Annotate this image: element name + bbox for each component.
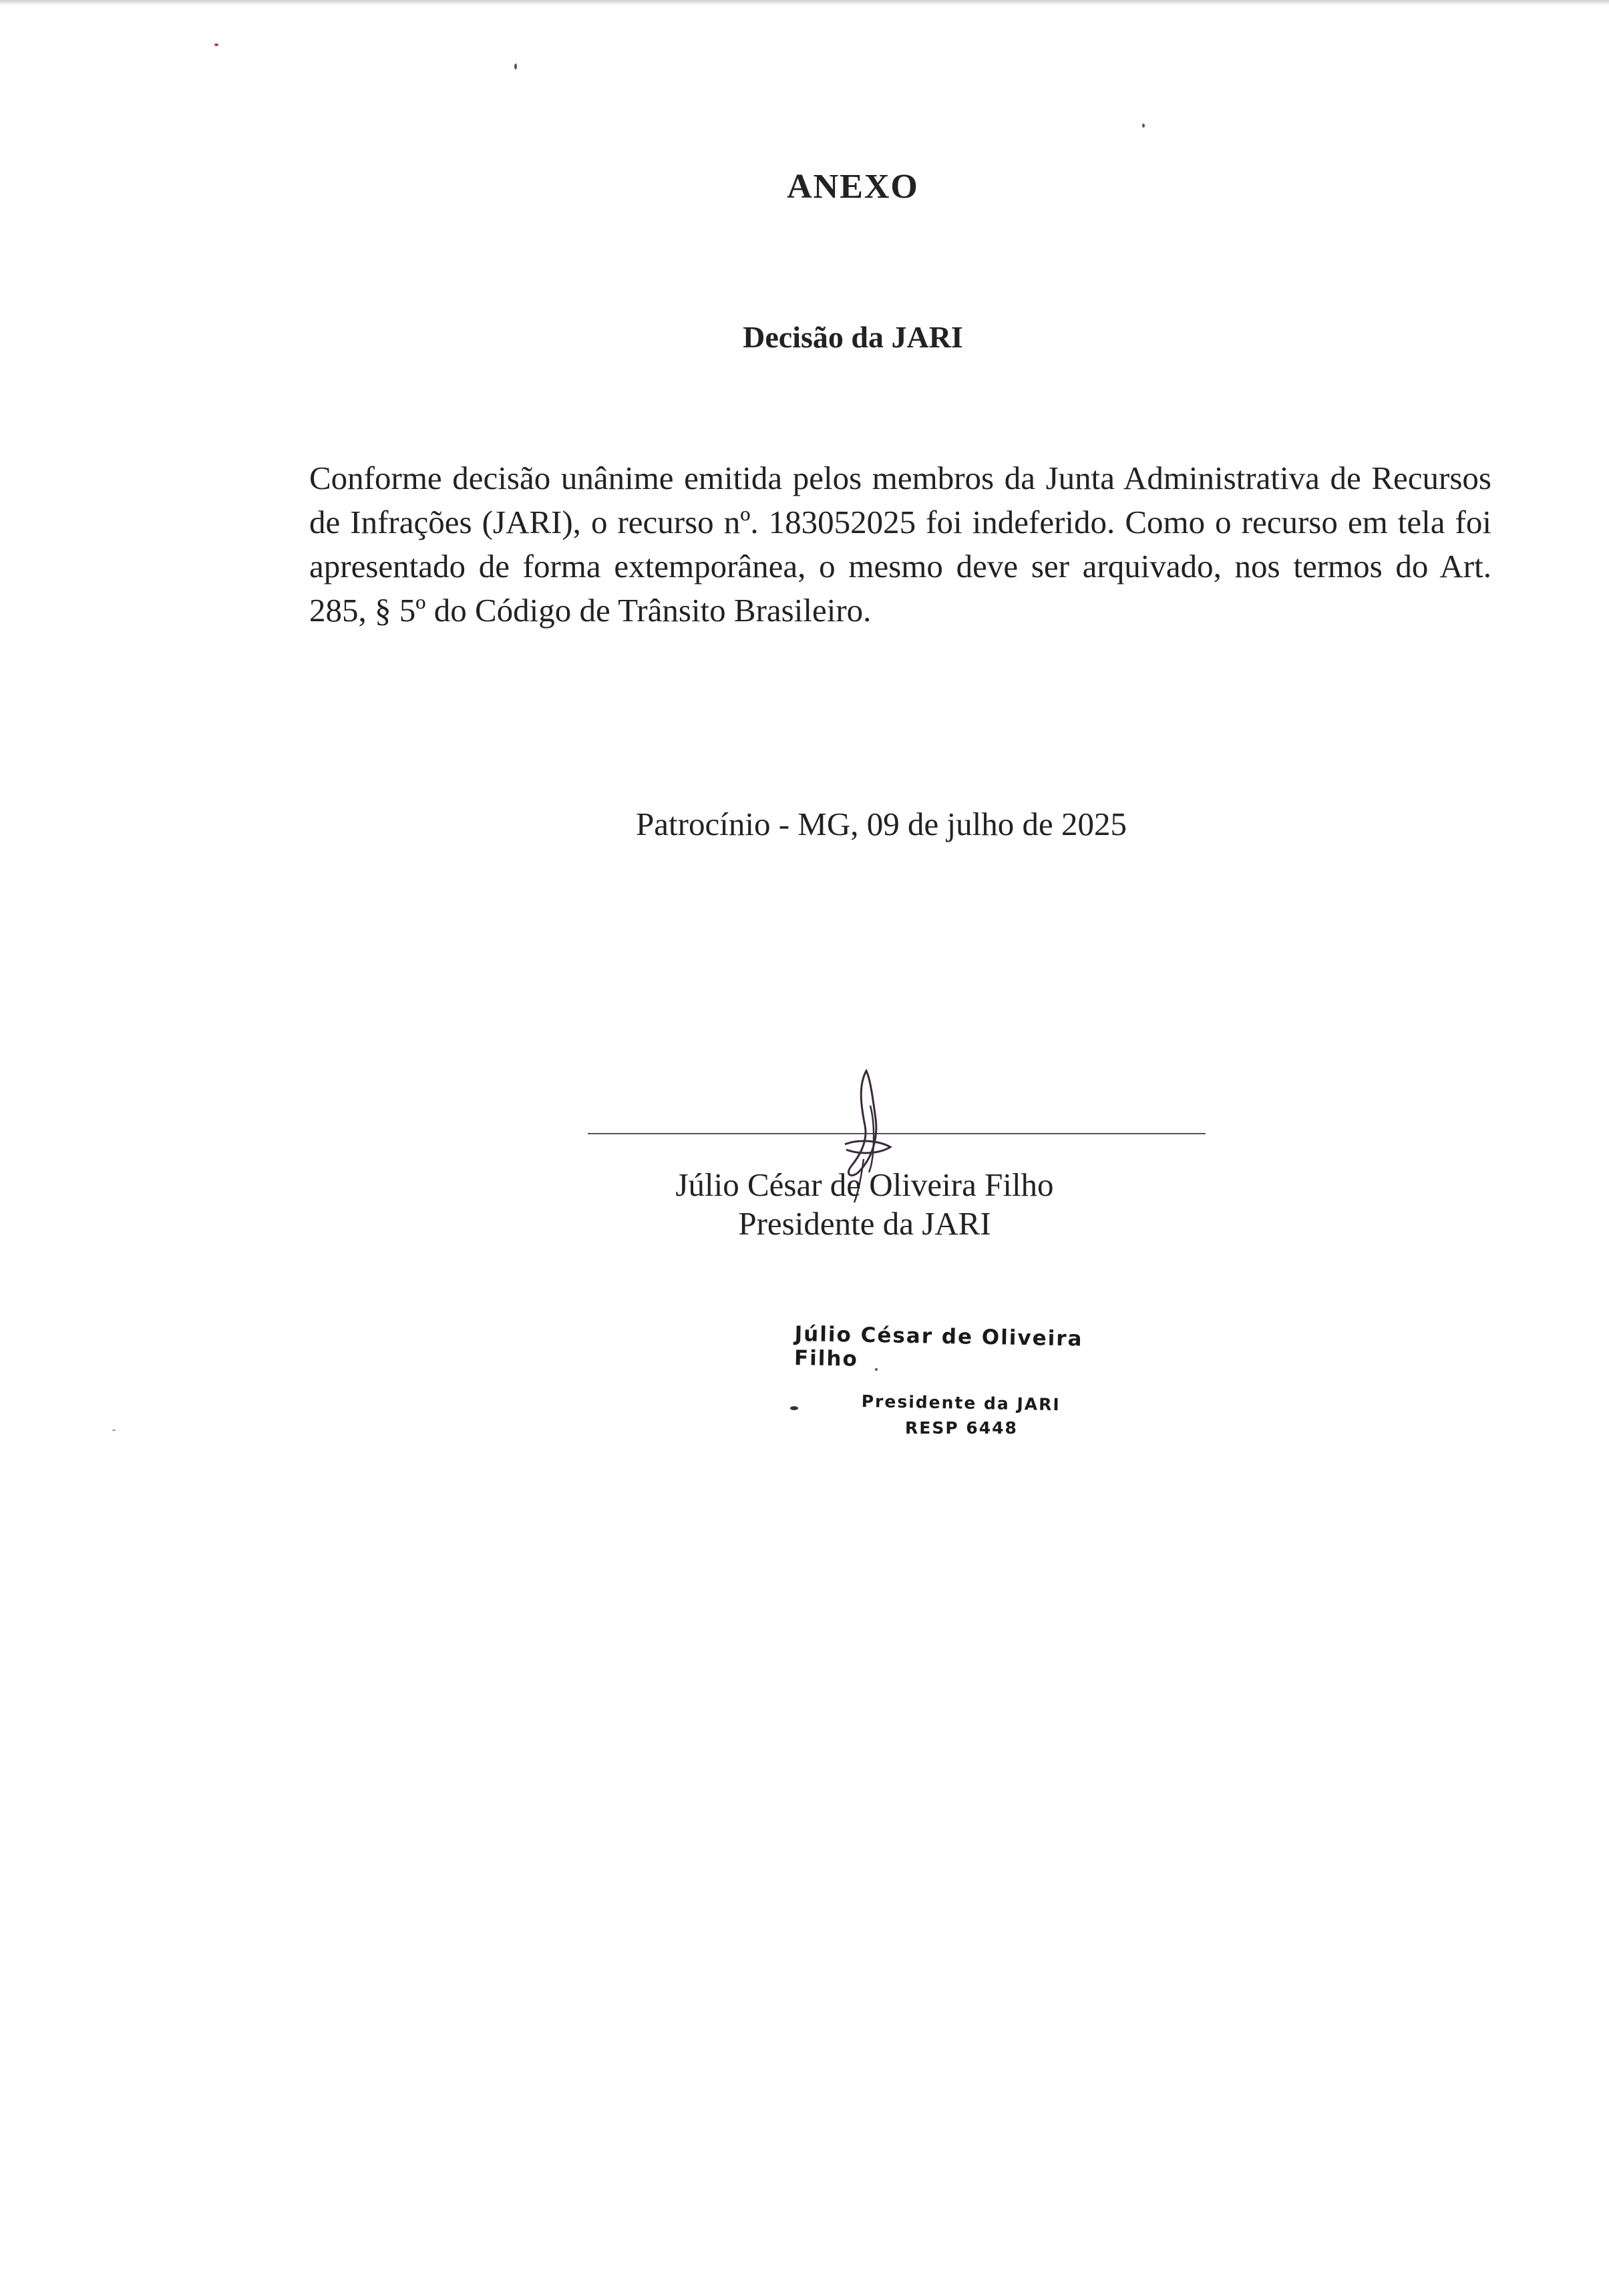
signer-role: Presidente da JARI (738, 1205, 991, 1242)
place-date: Patrocínio - MG, 09 de julho de 2025 (636, 806, 1127, 842)
official-stamp (775, 1319, 1149, 1453)
document-subtitle: Decisão da JARI (743, 320, 963, 354)
page-title: ANEXO (787, 168, 919, 206)
scan-speck (214, 43, 218, 46)
decision-text-rest: (JARI), o recurso nº. 183052025 foi indeferido. Como o recurso em tela foi apresentado de forma extemporânea, o mesmo deve ser arquivado, nos termos do Art. 285, § 5º do Código de Trânsito Brasileiro. (309, 504, 1491, 629)
decision-text-organization: Junta Administrativa de Recursos de Infrações (309, 460, 1491, 540)
stamp-name: Júlio César de Oliveira Filho (793, 1322, 1083, 1371)
scan-edge-shadow (0, 0, 1609, 5)
stamp-registration: RESP 6448 (905, 1418, 1018, 1438)
decision-paragraph (309, 456, 1491, 633)
scan-speck (1142, 124, 1145, 128)
signer-name: Júlio César de Oliveira Filho (675, 1166, 1054, 1203)
scan-speck (514, 63, 517, 69)
decision-text-intro: Conforme decisão unânime emitida pelos membros da (309, 460, 1046, 496)
scan-speck (112, 1430, 116, 1431)
stamp-role: Presidente da JARI (861, 1391, 1061, 1415)
